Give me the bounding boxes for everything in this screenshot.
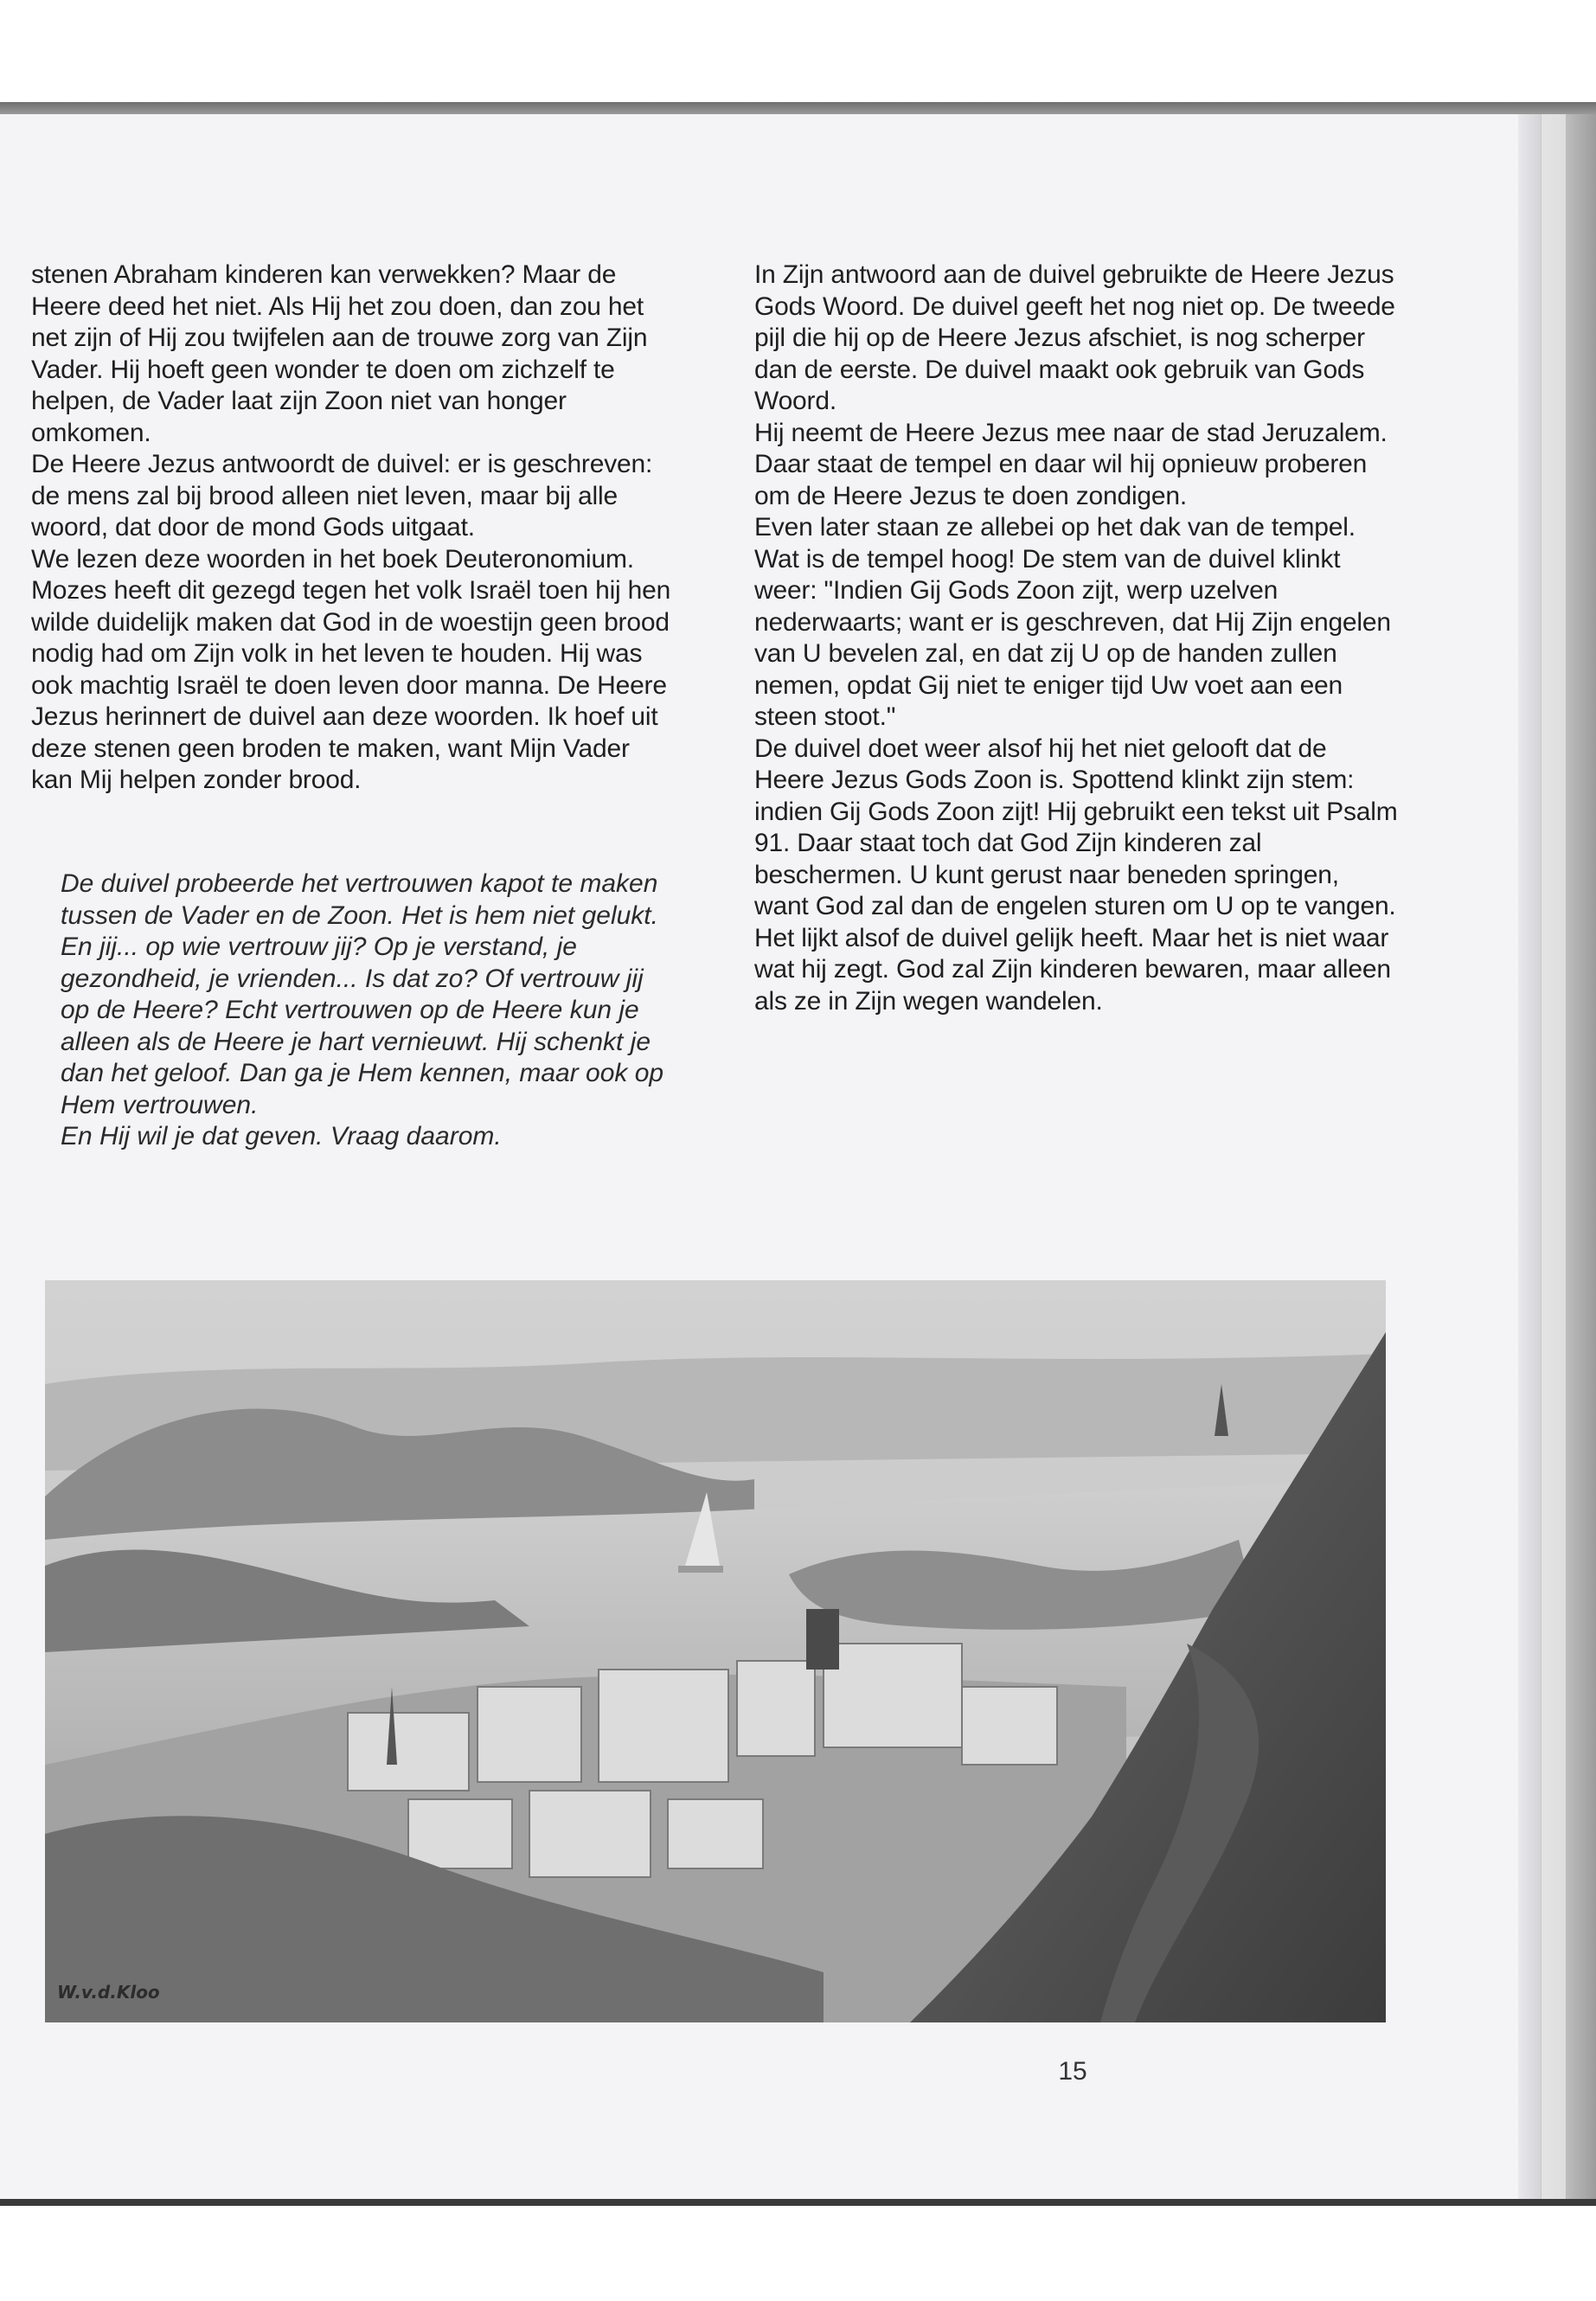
book-cover-shadow [1566,102,1596,2204]
paragraph: We lezen deze woorden in het boek Deuteronomium. Mozes heeft dit gezegd tegen het volk Israël toen hij hen wilde duidelijk maken dat God in de woestijn geen brood nodig had om Zijn volk in het leven te houden. Hij was ook machtig Israël te doen leven door manna. De Heere Jezus herinnert de duivel aan deze woorden. Ik hoef uit deze stenen geen broden te maken, want Mijn Vader kan Mij helpen zonder brood. [31,544,671,794]
scan-background-top [0,0,1596,102]
paragraph: Het lijkt alsof de duivel gelijk heeft. Maar het is niet waar wat hij zegt. God zal Zijn kinderen bewaren, maar alleen als ze in Zijn wegen wandelen. [754,923,1391,1016]
scan-top-edge [0,102,1596,114]
paragraph: Even later staan ze allebei op het dak van de tempel. Wat is de tempel hoog! De stem van de duivel klinkt weer: "Indien Gij Gods Zoon zijt, werp uzelven nederwaarts; want er is geschreven, dat Hij Zijn engelen van U bevelen zal, en dat zij U op de handen zullen nemen, opdat Gij niet te eniger tijd Uw voet aan een steen stoot." [754,513,1391,731]
page-number: 15 [1058,2057,1087,2086]
italic-paragraph: En Hij wil je dat geven. Vraag daarom. [61,1122,502,1150]
scan-bottom-edge [0,2199,1596,2206]
left-text-column [31,260,675,797]
tower [806,1609,839,1670]
paragraph: De Heere Jezus antwoordt de duivel: er is geschreven: de mens zal bij brood alleen niet leven, maar bij alle woord, dat door de mond Gods uitgaat. [31,450,653,542]
paragraph: Hij neemt de Heere Jezus mee naar de stad Jeruzalem. Daar staat de tempel en daar wil hij opnieuw proberen om de Heere Jezus te doen zondigen. [754,418,1388,510]
jerusalem-landscape-painting [45,1280,1386,2022]
italic-paragraph: De duivel probeerde het vertrouwen kapot te maken tussen de Vader en de Zoon. Het is hem niet gelukt. En jij... op wie vertrouw jij? Op je verstand, je gezondheid, je vrienden... Is dat zo? Of vertrouw jij op de Heere? Echt vertrouwen op de Heere kun je alleen als de Heere je hart vernieuwt. Hij schenkt je dan het geloof. Dan ga je Hem kennen, maar ook op Hem vertrouwen. [61,869,664,1119]
paragraph: De duivel doet weer alsof hij het niet gelooft dat de Heere Jezus Gods Zoon is. Spottend klinkt zijn stem: indien Gij Gods Zoon zijt! Hij gebruikt een tekst uit Psalm 91. Daar staat toch dat God Zijn kinderen zal beschermen. U kunt gerust naar beneden springen, want God zal dan de engelen sturen om U op te vangen. [754,734,1398,920]
artist-signature: W.v.d.Kloo [57,1982,160,2003]
landscape-illustration [45,1280,1386,2022]
paragraph: In Zijn antwoord aan de duivel gebruikte de Heere Jezus Gods Woord. De duivel geeft het nog niet op. De tweede pijl die hij op de Heere Jezus afschiet, is nog scherper dan de eerste. De duivel maakt ook gebruik van Gods Woord. [754,260,1395,415]
italic-reflection-block [61,868,675,1153]
right-text-column [754,260,1399,1017]
page-edge [1518,112,1541,2199]
paragraph: stenen Abraham kinderen kan verwekken? Maar de Heere deed het niet. Als Hij het zou doen, dan zou het net zijn of Hij zou twijfelen aan de trouwe zorg van Zijn Vader. Hij hoeft geen wonder te doen om zichzelf te helpen, de Vader laat zijn Zoon niet van honger omkomen. [31,260,648,447]
scan-background-bottom [0,2206,1596,2301]
